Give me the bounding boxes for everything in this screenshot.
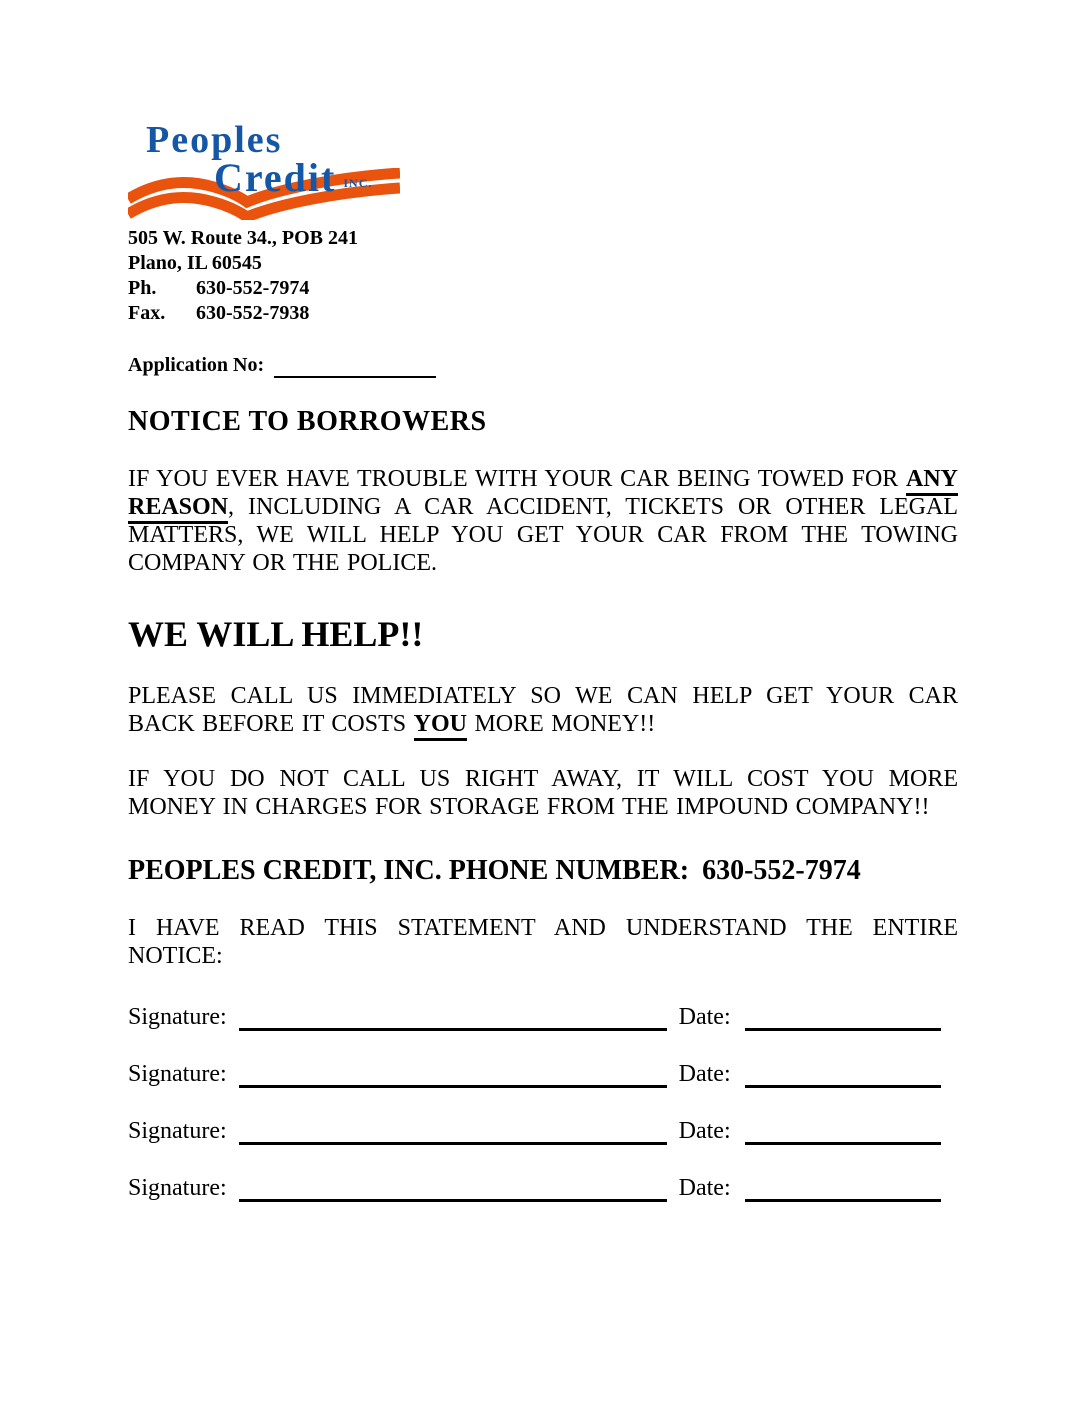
paragraph-towing [128, 465, 958, 577]
fax-number: 630-552-7938 [196, 302, 310, 324]
letterhead [128, 120, 958, 326]
address-line-1: 505 W. Route 34., POB 241 [128, 227, 359, 249]
address-block [128, 226, 958, 326]
signature-label: Signature: [128, 1118, 227, 1144]
address-line-2: Plano, IL 60545 [128, 252, 262, 274]
date-line-4[interactable] [745, 1195, 941, 1202]
application-no-label: Application No: [128, 354, 265, 376]
paragraph-towing-part2: , INCLUDING A CAR ACCIDENT, TICKETS OR OTHER LEGAL MATTERS, WE WILL HELP YOU GET YOUR CAR FROM THE TOWING COMPANY OR THE POLICE. [128, 494, 958, 576]
application-no-row [128, 354, 958, 378]
phone-row [128, 276, 958, 301]
acknowledgement-text: I HAVE READ THIS STATEMENT AND UNDERSTAND THE ENTIRE NOTICE: [128, 915, 958, 969]
phone-number: 630-552-7974 [196, 277, 310, 299]
notice-title: NOTICE TO BORROWERS [128, 406, 487, 437]
date-line-3[interactable] [745, 1138, 941, 1145]
signature-row-2 [128, 1060, 958, 1088]
date-line-2[interactable] [745, 1081, 941, 1088]
date-line-1[interactable] [745, 1024, 941, 1031]
signature-row-1 [128, 1003, 958, 1031]
date-label: Date: [678, 1175, 731, 1201]
paragraph-towing-part1: IF YOU EVER HAVE TROUBLE WITH YOUR CAR BEING TOWED FOR [128, 466, 906, 492]
logo-credit-text: Credit [214, 155, 337, 200]
help-heading: WE WILL HELP!! [128, 614, 424, 654]
signature-label: Signature: [128, 1175, 227, 1201]
date-label: Date: [678, 1118, 731, 1144]
signature-line-3[interactable] [239, 1138, 667, 1145]
signature-row-4 [128, 1174, 958, 1202]
date-label: Date: [678, 1061, 731, 1087]
any-reason-emphasis: ANY REASON [128, 466, 958, 524]
paragraph-call-us [128, 682, 958, 738]
phone-heading [128, 855, 958, 887]
application-no-blank[interactable] [274, 372, 436, 378]
phone-heading-label: PEOPLES CREDIT, INC. PHONE NUMBER: [128, 855, 690, 886]
signature-line-1[interactable] [239, 1024, 667, 1031]
signature-line-4[interactable] [239, 1195, 667, 1202]
phone-heading-number: 630-552-7974 [702, 855, 861, 886]
phone-label: Ph. [128, 277, 157, 299]
logo-inc-suffix: INC. [343, 176, 373, 190]
logo-wordmark-line2 [214, 155, 428, 201]
signature-section [128, 1003, 958, 1202]
company-logo [128, 120, 428, 220]
fax-label: Fax. [128, 302, 166, 324]
signature-row-3 [128, 1117, 958, 1145]
signature-label: Signature: [128, 1061, 227, 1087]
signature-line-2[interactable] [239, 1081, 667, 1088]
you-emphasis: YOU [414, 711, 467, 741]
date-label: Date: [678, 1004, 731, 1030]
fax-row [128, 301, 958, 326]
paragraph-storage-charges: IF YOU DO NOT CALL US RIGHT AWAY, IT WILL COST YOU MORE MONEY IN CHARGES FOR STORAGE FROM THE IMPOUND COMPANY!! [128, 766, 958, 820]
paragraph-call-us-part2: MORE MONEY!! [466, 711, 656, 737]
signature-label: Signature: [128, 1004, 227, 1030]
logo-wordmark-line1: Peoples [146, 119, 283, 161]
paragraph-call-us-part1: PLEASE CALL US IMMEDIATELY SO WE CAN HELP GET YOUR CAR BACK BEFORE IT COSTS [128, 683, 958, 737]
